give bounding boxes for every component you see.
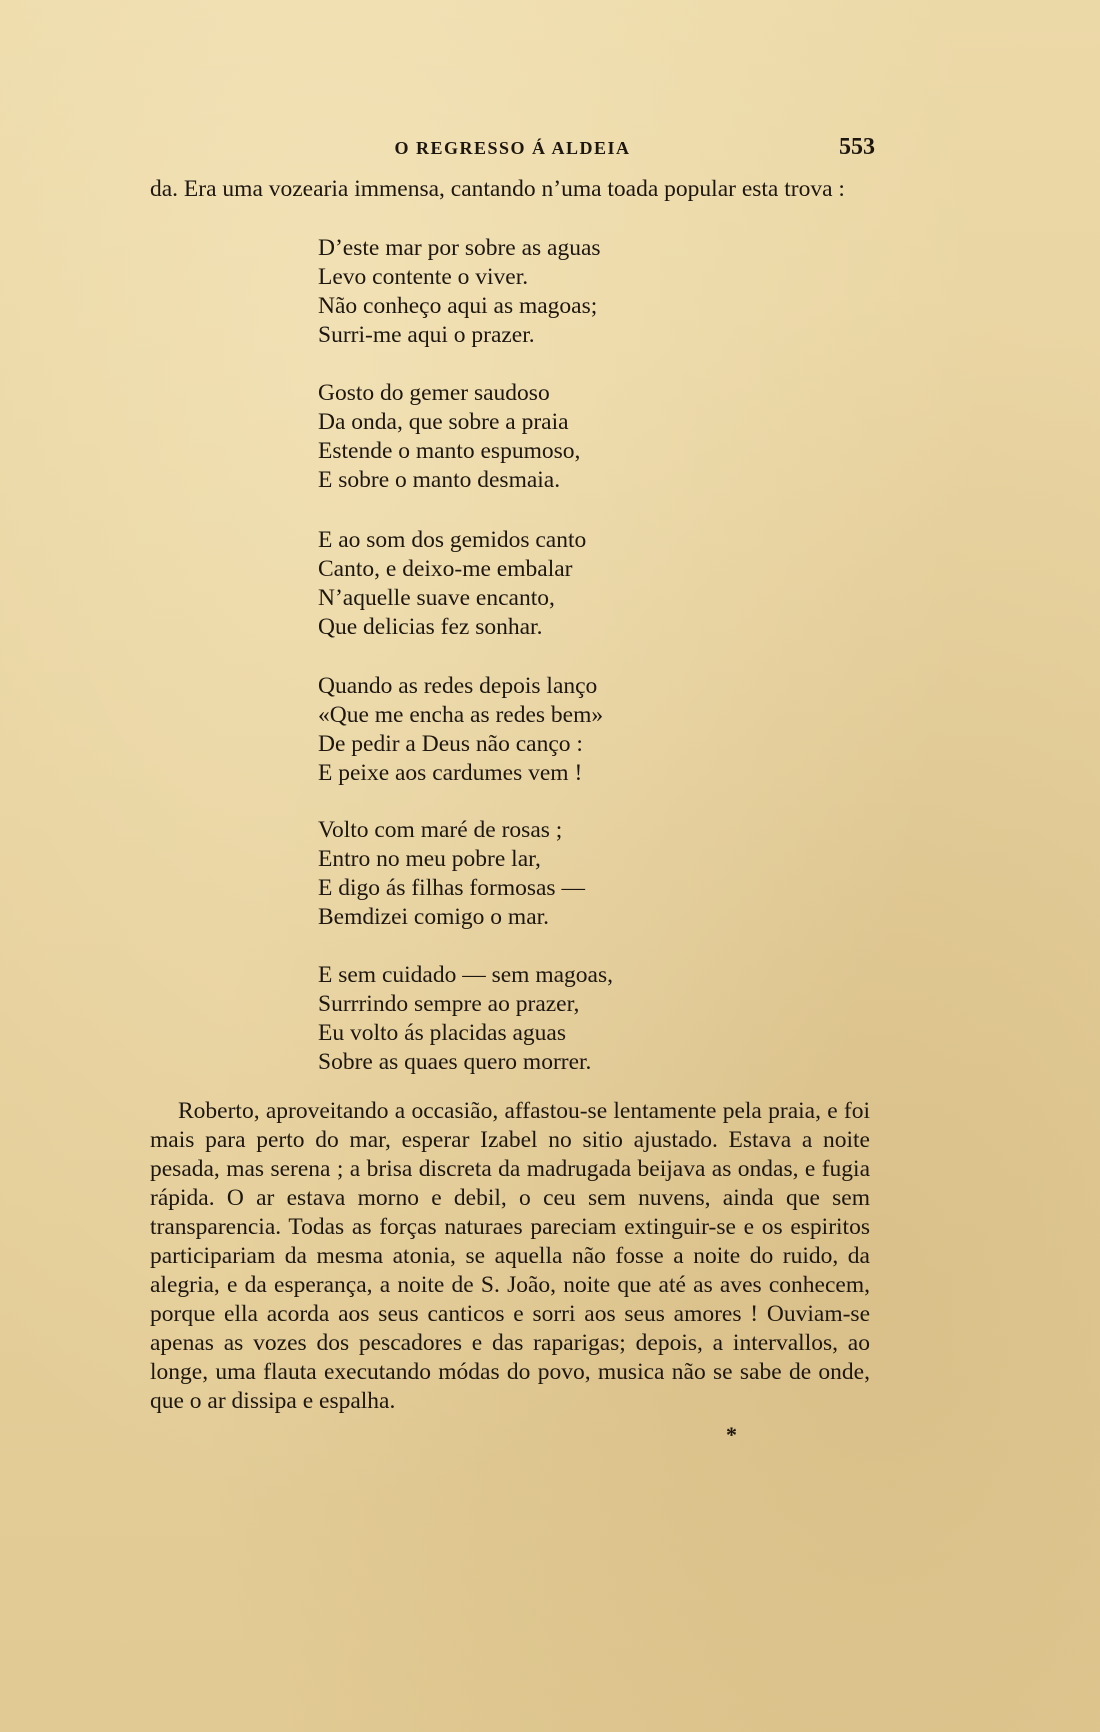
poem-line: Estende o manto espumoso, xyxy=(318,438,581,464)
poem-line: Surri-me aqui o prazer. xyxy=(318,322,535,348)
poem-line: De pedir a Deus não canço : xyxy=(318,731,583,757)
poem-stanza-3 xyxy=(318,526,586,642)
poem-line: E sem cuidado — sem magoas, xyxy=(318,962,613,988)
intro-paragraph: da. Era uma vozearia immensa, cantando n’uma toada popular esta trova : xyxy=(150,176,845,202)
poem-line: Entro no meu pobre lar, xyxy=(318,846,541,872)
poem-line: Gosto do gemer saudoso xyxy=(318,380,550,406)
poem-line: Levo contente o viver. xyxy=(318,264,529,290)
poem-stanza-6 xyxy=(318,961,613,1077)
running-title: O REGRESSO Á ALDEIA xyxy=(394,138,631,158)
poem-line: Quando as redes depois lanço xyxy=(318,673,598,699)
poem-stanza-5 xyxy=(318,816,585,932)
poem-line: Eu volto ás placidas aguas xyxy=(318,1020,566,1046)
poem-line: N’aquelle suave encanto, xyxy=(318,585,555,611)
poem-stanza-1 xyxy=(318,234,601,350)
poem-line: E peixe aos cardumes vem ! xyxy=(318,760,583,786)
poem-line: E ao som dos gemidos canto xyxy=(318,527,587,553)
running-head xyxy=(150,134,875,164)
closing-paragraph: Roberto, aproveitando a occasião, affastou-se lentamente pela praia, e foi mais para perto do mar, esperar Izabel no sitio ajustado. Estava a noite pesada, mas serena ; a brisa discreta da madrugada beijava as ondas, e fugia rápida. O ar estava morno e debil, o ceu sem nuvens, ainda que sem transparencia. Todas as forças naturaes pareciam extinguir-se e os espiritos participariam da mesma atonia, se aquella não fosse a noite do ruido, da alegria, e da esperança, a noite de S. João, noite que até as aves conhecem, porque ella acorda aos seus canticos e sorri aos seus amores ! Ouviam-se apenas as vozes dos pescadores e das raparigas; depois, a intervallos, ao longe, uma flauta executando módas do povo, musica não se sabe de onde, que o ar dissipa e espalha. xyxy=(150,1098,870,1414)
poem-stanza-4 xyxy=(318,672,603,788)
page-number: 553 xyxy=(839,134,875,160)
end-mark: * xyxy=(726,1422,737,1447)
poem-line: Canto, e deixo-me embalar xyxy=(318,556,573,582)
poem-line: Volto com maré de rosas ; xyxy=(318,817,563,843)
poem-stanza-2 xyxy=(318,379,580,495)
poem-line: Surrrindo sempre ao prazer, xyxy=(318,991,580,1017)
poem-line: Que delicias fez sonhar. xyxy=(318,614,543,640)
poem-line: «Que me encha as redes bem» xyxy=(318,702,604,728)
poem-line: Não conheço aqui as magoas; xyxy=(318,293,598,319)
poem-line: D’este mar por sobre as aguas xyxy=(318,235,601,261)
poem-line: Sobre as quaes quero morrer. xyxy=(318,1049,592,1075)
poem-line: E digo ás filhas formosas — xyxy=(318,875,585,901)
poem-line: Bemdizei comigo o mar. xyxy=(318,904,550,930)
poem-line: Da onda, que sobre a praia xyxy=(318,409,569,435)
poem-line: E sobre o manto desmaia. xyxy=(318,467,561,493)
